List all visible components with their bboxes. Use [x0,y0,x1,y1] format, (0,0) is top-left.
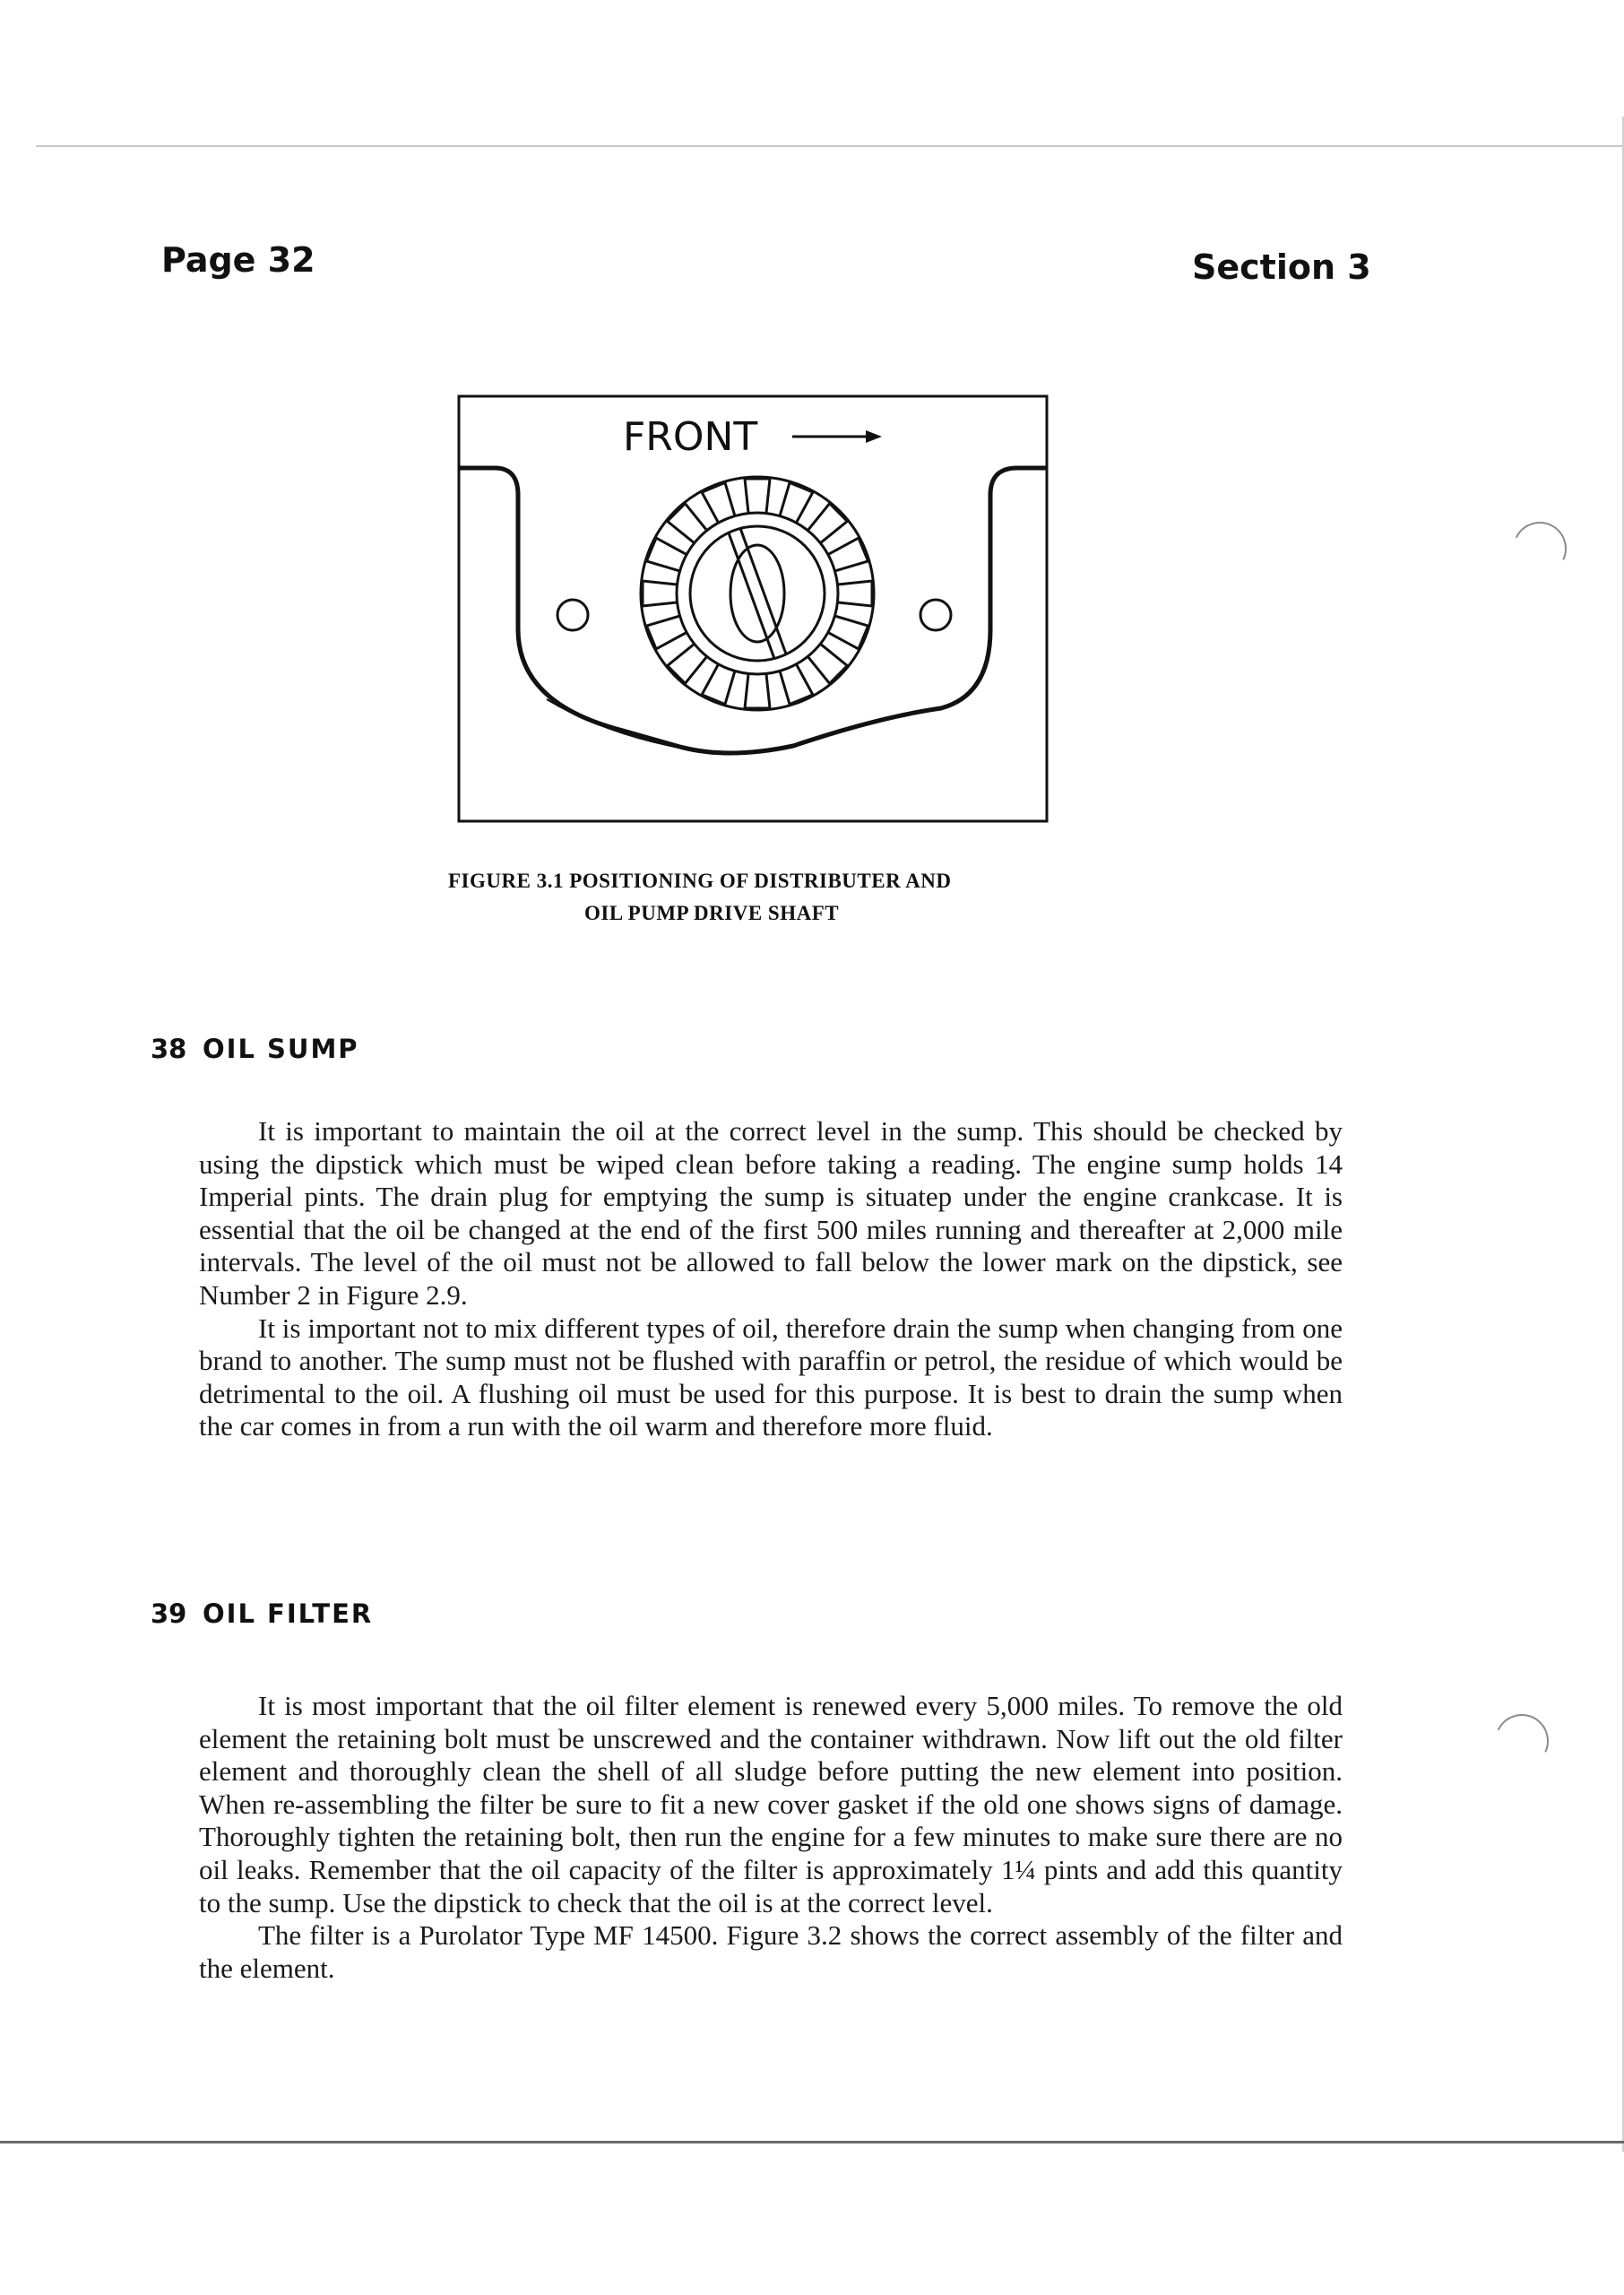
section-title: OIL SUMP [203,1034,359,1064]
binder-hole-lower [1488,1707,1557,1776]
figure-3-1 [457,394,1049,823]
drive-gear [641,477,874,710]
section-body-oil-sump [199,1115,1343,1443]
section-number: 38 [151,1034,187,1064]
paragraph: It is most important that the oil filter element is renewed every 5,000 miles. To remove the old element the retaining bolt must be unscrewed and the container withdrawn. Now lift out the old filter element and thoroughly clean the shell of all sludge before putting the new element into position. When re-assembling the filter be sure to fit a new cover gasket if the old one shows signs of damage. Thoroughly tighten the retaining bolt, then run the engine for a few minutes to make sure there are no oil leaks. Remember that the oil capacity of the filter is approximately 1¼ pints and add this quantity to the sump. Use the dipstick to check that the oil is at the correct level. [199,1690,1343,1918]
section-title: OIL FILTER [203,1598,374,1629]
paragraph: It is important to maintain the oil at the correct level in the sump. This should be checked by using the dipstick which must be wiped clean before taking a reading. The engine sump holds 14 Imperial pints. The drain plug for emptying the sump is situatep under the engine crankcase. It is essential that the oil be changed at the end of the first 500 miles running and thereafter at 2,000 mile intervals. The level of the oil must not be allowed to fall below the lower mark on the dipstick, see Number 2 in Figure 2.9. [199,1115,1343,1311]
bolt-hole-left [557,600,588,630]
front-arrow-icon [792,430,882,443]
section-body-oil-filter [199,1690,1343,1985]
section-label: Section 3 [1192,247,1371,287]
page-number: Page 32 [161,240,315,280]
distributor-diagram [457,394,1049,823]
section-heading-oil-sump [151,1034,359,1064]
paragraph: The filter is a Purolator Type MF 14500. Figure 3.2 shows the correct assembly of the filter and the element. [199,1919,1343,1984]
paragraph: It is important not to mix different types of oil, therefore drain the sump when changing from one brand to another. The sump must not be flushed with paraffin or petrol, the residue of which would be detrimental to the oil. A flushing oil must be used for this purpose. It is best to drain the sump when the car comes in from a run with the oil warm and therefore more fluid. [199,1312,1343,1442]
figure-caption-line-2: OIL PUMP DRIVE SHAFT [584,902,840,924]
drive-shaft-tongue [729,529,786,658]
page-edge-top [36,145,1624,147]
front-label: FRONT [623,414,758,460]
figure-caption-line-1: FIGURE 3.1 POSITIONING OF DISTRIBUTER AND [448,870,952,892]
binder-hole-upper [1506,515,1575,584]
section-number: 39 [151,1598,187,1629]
bolt-hole-right [920,600,951,630]
section-heading-oil-filter [151,1598,373,1629]
page-edge-bottom [0,2141,1624,2143]
figure-caption [448,865,1075,930]
